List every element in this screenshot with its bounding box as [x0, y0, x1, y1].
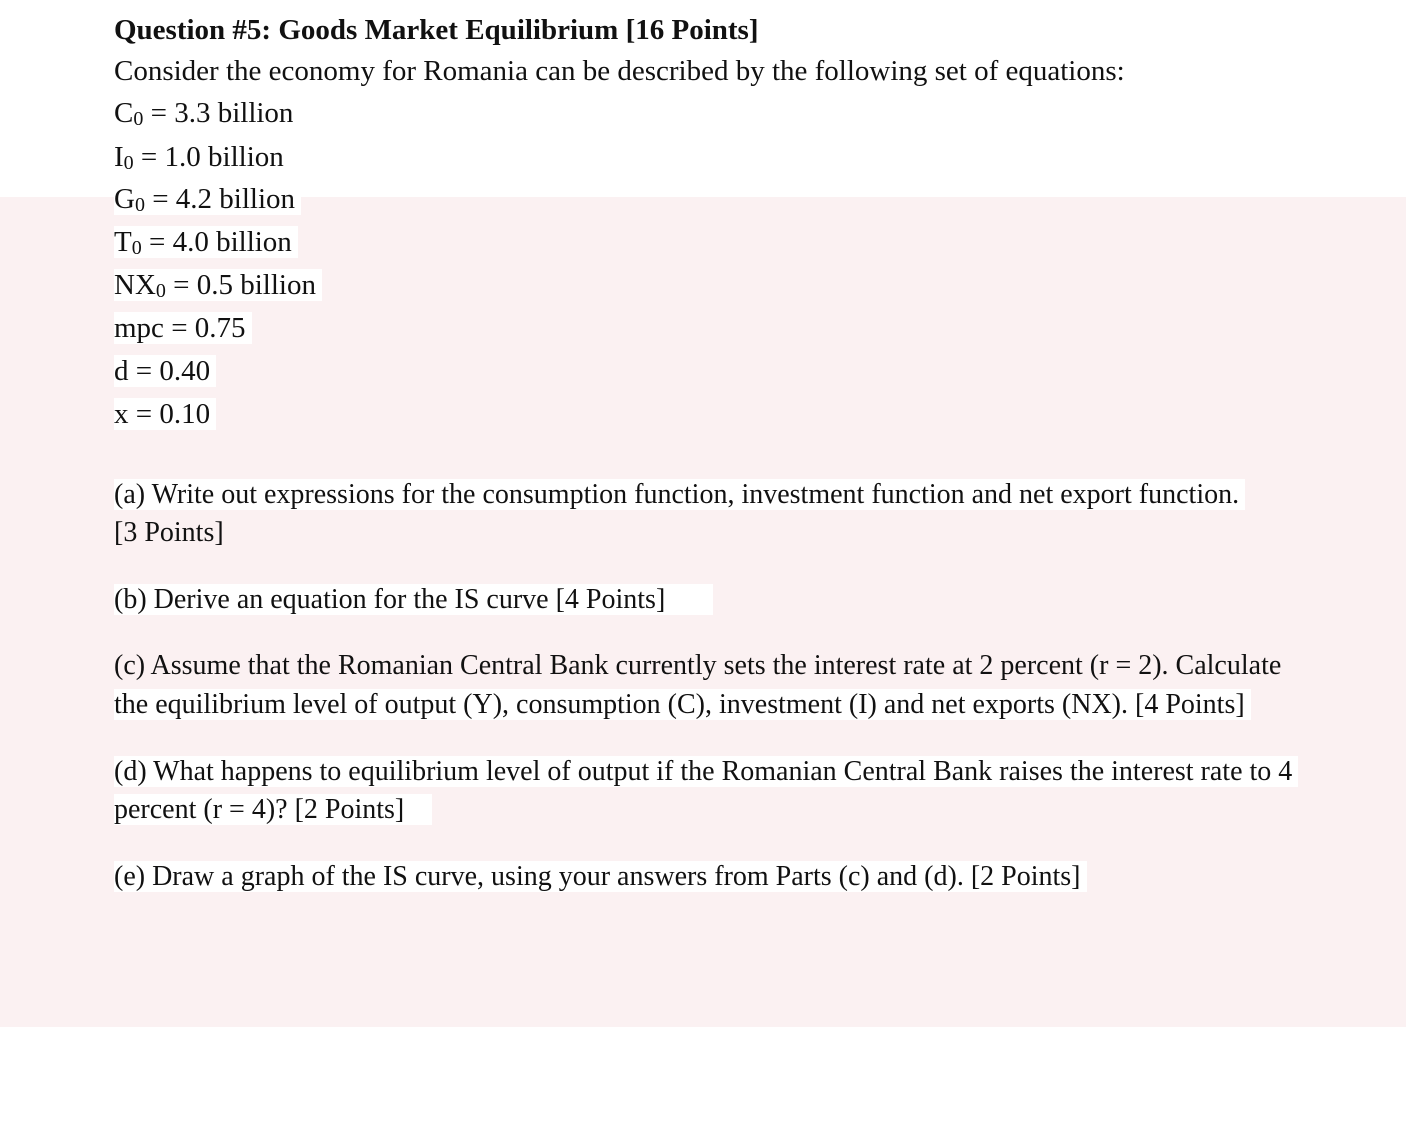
question-intro: Consider the economy for Romania can be described by the following set of equations: — [114, 55, 1125, 87]
part-b: (b) Derive an equation for the IS curve [4 Points] — [114, 582, 713, 618]
equation-t0: T0 = 4.0 billion — [114, 224, 298, 266]
equation-mpc: mpc = 0.75 — [114, 310, 252, 346]
equation-nx0: NX0 = 0.5 billion — [114, 267, 322, 309]
equation-d: d = 0.40 — [114, 353, 216, 389]
part-d-line-1: (d) What happens to equilibrium level of output if the Romanian Central Bank raises the interest rate to 4 — [114, 754, 1298, 790]
question-title: Question #5: Goods Market Equilibrium [16 Points] — [114, 14, 759, 46]
equation-x: x = 0.10 — [114, 396, 216, 432]
equation-g0: G0 = 4.2 billion — [114, 181, 301, 223]
equation-i0: I0 = 1.0 billion — [114, 139, 290, 181]
part-e: (e) Draw a graph of the IS curve, using your answers from Parts (c) and (d). [2 Points] — [114, 859, 1087, 895]
part-c-line-1: (c) Assume that the Romanian Central Bank currently sets the interest rate at 2 percent (r = 2). Calculate — [114, 650, 1282, 681]
equation-c0: C0 = 3.3 billion — [114, 95, 299, 137]
part-d-line-2: percent (r = 4)? [2 Points] — [114, 792, 432, 828]
part-a-line-2: [3 Points] — [114, 517, 224, 548]
part-a-line-1: (a) Write out expressions for the consumption function, investment function and net export function. — [114, 477, 1245, 513]
part-c-line-2: the equilibrium level of output (Y), consumption (C), investment (I) and net exports (NX). [4 Points] — [114, 687, 1251, 723]
